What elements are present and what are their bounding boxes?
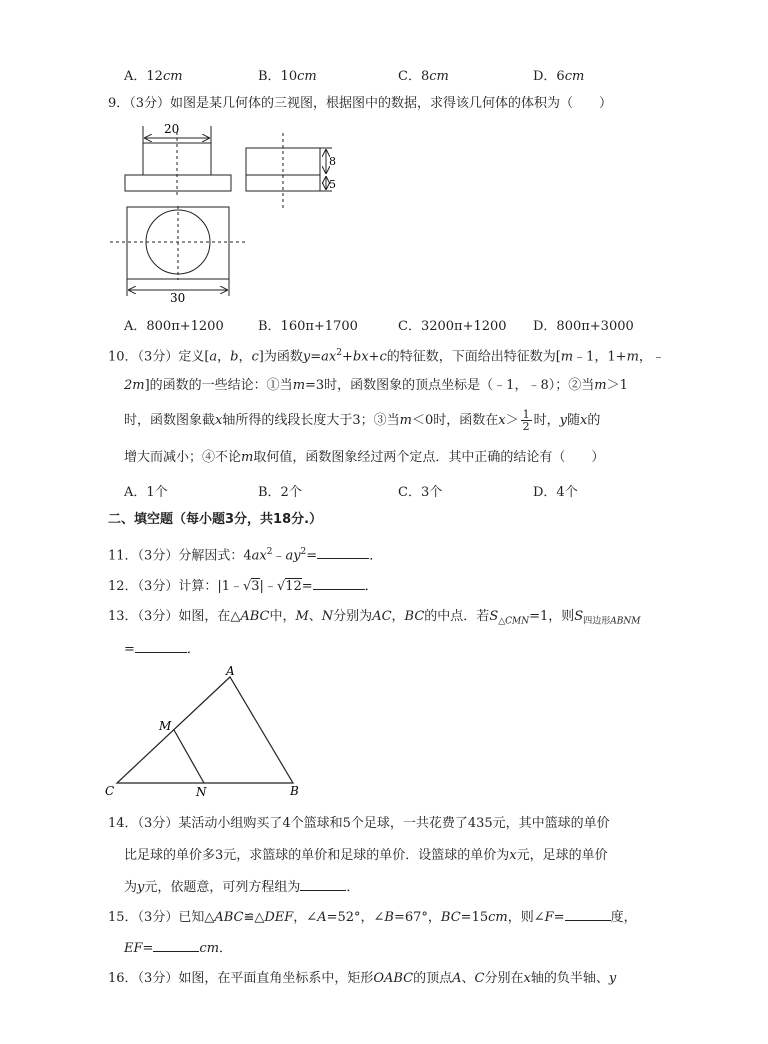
q8-option-d[interactable]: D．6cm	[533, 69, 585, 84]
section-heading-fill-in: 二、填空题（每小题3分，共18分.）	[108, 512, 323, 527]
q9-option-b[interactable]: B．160π+1700	[258, 319, 358, 334]
label-M: M	[159, 719, 172, 733]
q13-triangle-diagram	[100, 662, 310, 802]
q8-option-b[interactable]: B．10cm	[258, 69, 317, 84]
label-A: A	[226, 664, 235, 678]
q9-option-d[interactable]: D．800π+3000	[533, 319, 634, 334]
q15-line-1: 15．（3分）已知△ABC≌△DEF，∠A=52°，∠B=67°，BC=15cm，则∠F= 度，	[108, 906, 637, 928]
q13-answer-blank[interactable]	[135, 638, 187, 653]
q9-front-view	[125, 122, 231, 198]
q11-answer-blank[interactable]	[317, 544, 369, 559]
q15-line-2: EF= cm．	[124, 937, 232, 959]
q10-option-c[interactable]: C．3个	[398, 485, 443, 500]
sqrt-symbol: √	[276, 579, 286, 594]
q10-line-3: 时，函数图象截x轴所得的线段长度大于3；③当m＜0时，函数在x＞ $\frac{1}{2}$ 时，y随x的	[124, 408, 601, 433]
q14-line-3: 为y元，依题意，可列方程组为 ．	[124, 876, 359, 898]
q14-line-1: 14．（3分）某活动小组购买了4个篮球和5个足球，一共花费了435元，其中篮球的单价	[108, 816, 610, 831]
dim-side-b-label: 5	[329, 178, 336, 191]
q8-option-c[interactable]: C．8cm	[398, 69, 449, 84]
q8-option-a[interactable]: A．12cm	[124, 69, 183, 84]
label-N: N	[196, 785, 207, 799]
q12-answer-blank[interactable]	[313, 575, 365, 590]
sqrt-symbol: √	[242, 579, 252, 594]
fraction-one-half: $\frac{1}{2}$	[522, 408, 530, 433]
q10-option-a[interactable]: A．1个	[124, 485, 168, 500]
q9-top-view	[110, 206, 248, 305]
q13-line-1: 13．（3分）如图，在△ABC中，M、N分别为AC，BC的中点．若$S_{\triangle CMN}=1$，则$S_{四边形ABNM}$	[108, 609, 641, 627]
q9-question-text: 9．（3分）如图是某几何体的三视图，根据图中的数据，求得该几何体的体积为（ ）	[108, 96, 613, 111]
q9-option-c[interactable]: C．3200π+1200	[398, 319, 507, 334]
q10-option-d[interactable]: D．4个	[533, 485, 578, 500]
dim-top-label: 20	[164, 122, 180, 136]
q13-line-2: = ．	[124, 638, 200, 660]
q14-answer-blank[interactable]	[300, 876, 346, 891]
q10-line-1: 10．（3分）定义[a，b，c]为函数$y=ax^2+bx+c$的特征数，下面给出特征数为[m﹣1，1+m，﹣	[108, 348, 665, 365]
dim-side-a-label: 8	[329, 155, 336, 168]
q14-line-2: 比足球的单价多3元，求篮球的单价和足球的单价．设篮球的单价为x元，足球的单价	[124, 848, 608, 863]
q15-angle-blank[interactable]	[565, 906, 611, 921]
q9-option-a[interactable]: A．800π+1200	[124, 319, 224, 334]
label-C: C	[105, 784, 115, 798]
q9-three-view-diagram	[100, 118, 360, 308]
q16-line-1: 16．（3分）如图，在平面直角坐标系中，矩形OABC的顶点A、C分别在x轴的负半轴、y	[108, 971, 617, 986]
q15-length-blank[interactable]	[153, 937, 199, 952]
label-B: B	[290, 784, 299, 798]
q10-line-4: 增大而减小；④不论m取何值，函数图象经过两个定点．其中正确的结论有（ ）	[124, 450, 605, 465]
q11-question: 11．（3分）分解因式：$4ax^2﹣ay^2=$ ．	[108, 542, 382, 566]
q9-side-view	[246, 133, 336, 208]
dim-bottom-label: 30	[170, 291, 186, 305]
q12-question: 12．（3分）计算：|1﹣√3|﹣√12= ．	[108, 575, 378, 597]
q10-line-2: 2m]的函数的一些结论：①当m=3时，函数图象的顶点坐标是（﹣1，﹣8）；②当m＞1	[124, 378, 628, 393]
q10-option-b[interactable]: B．2个	[258, 485, 302, 500]
